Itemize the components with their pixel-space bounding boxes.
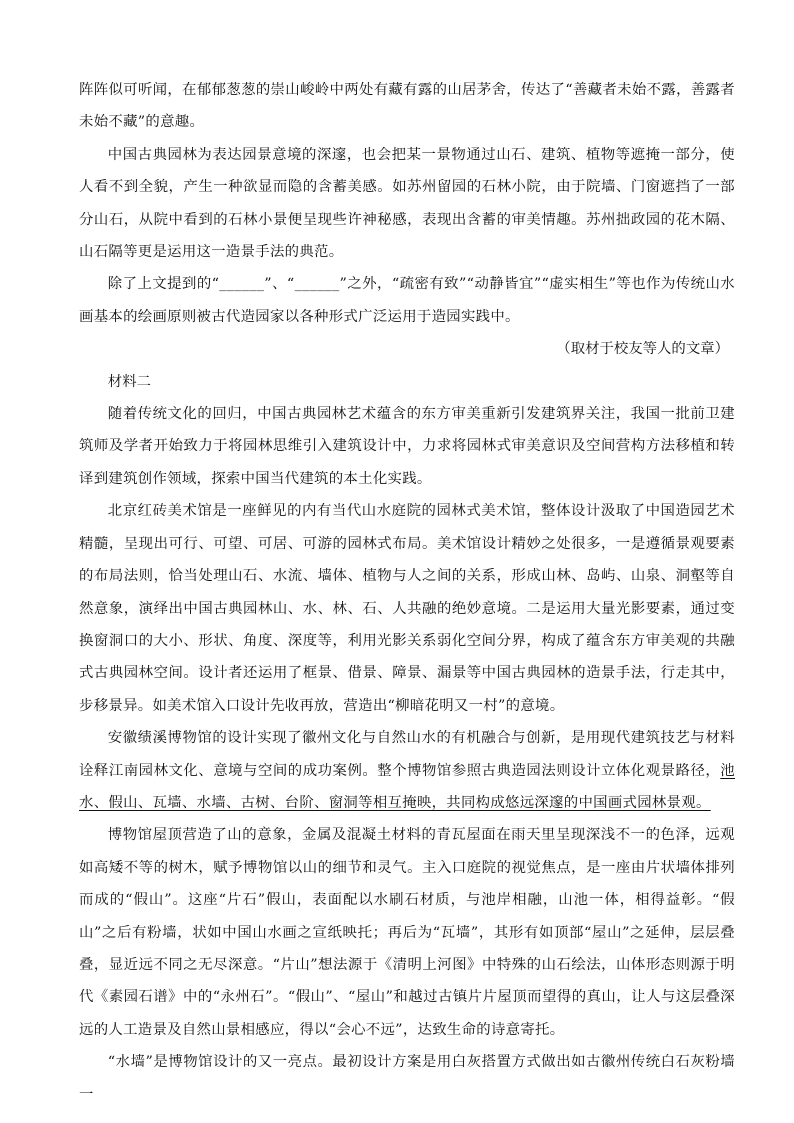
jixi-museum-text: 安徽绩溪博物馆的设计实现了徽州文化与自然山水的有机融合与创新，是用现代建筑技艺与材料诠释江南园林文化、意境与空间的成功案例。整个博物馆参照古典造园法则设计立体化观景路径， [79,730,735,779]
paragraph-continuation: 阵阵似可听闻，在郁郁葱葱的崇山峻岭中两处有藏有露的山居茅舍，传达了“善藏者未始不露，善露者未始不藏”的意趣。 [79,82,735,131]
source-citation: （取材于校友等人的文章） [556,341,729,358]
underlined-sentence: 池水、假山、瓦墙、水墙、古树、台阶、窗洞等相互掩映，共同构成悠远深邃的中国画式园林景观。 [79,762,735,811]
paragraph-museum-roof: 博物馆屋顶营造了山的意象，金属及混凝土材料的青瓦屋面在雨天里呈现深浅不一的色泽，远观如高矮不等的树木，赋予博物馆以山的细节和灵气。主入口庭院的视觉焦点，是一座由片状墙体排列而成的“假山”。这座“片石”假山，表面配以水刷石材质，与池岸相融，山池一体，相得益彰。“假山”之后有粉墙，状如中国山水画之宣纸映托；再后为“瓦墙”，其形有如顶部“屋山”之延伸，层层叠叠，显近远不同之无尽深意。“片山”想法源于《清明上河图》中特殊的山石绘法，山体形态则源于明代《素园石谱》中的“永州石”。“假山”、“屋山”和越过古镇片片屋顶而望得的真山，让人与这层叠深远的人工造景及自然山景相感应，得以“会心不远”，达致生命的诗意寄托。 [79,827,735,1038]
paragraph-traditional-culture: 随着传统文化的回归，中国古典园林艺术蕴含的东方审美重新引发建筑界关注，我国一批前卫建筑师及学者开始致力于将园林思维引入建筑设计中，力求将园林式审美意识及空间营构方法移植和转译到建筑创作领域，探索中国当代建筑的本土化实践。 [79,406,735,487]
paragraph-jixi-museum [79,722,735,819]
document-page [79,74,735,1111]
paragraph-suzhou-gardens: 中国古典园林为表达园景意境的深邃，也会把某一景物通过山石、建筑、植物等遮掩一部分，使人看不到全貌，产生一种欲显而隐的含蓄美感。如苏州留园的石林小院，由于院墙、门窗遮挡了一部分山石，从院中看到的石林小景便呈现些许神秘感，表现出含蓄的审美情趣。苏州拙政园的花木隔、山石隔等更是运用这一造景手法的典范。 [79,146,735,261]
paragraph-water-wall: “水墙”是博物馆设计的又一亮点。最初设计方案是用白灰搭置方式做出如古徽州传统白石灰粉墙一 [79,1054,735,1103]
paragraph-red-brick-museum: 北京红砖美术馆是一座鲜见的内有当代山水庭院的园林式美术馆，整体设计汲取了中国造园艺术精髓，呈现出可行、可望、可居、可游的园林式布局。美术馆设计精妙之处很多，一是遵循景观要素的布局法则，恰当处理山石、水流、墙体、植物与人之间的关系，形成山林、岛屿、山泉、洞壑等自然意象，演绎出中国古典园林山、水、林、石、人共融的绝妙意境。二是运用大量光影要素，通过变换窗洞口的大小、形状、角度、深度等，利用光影关系弱化空间分界，构成了蕴含东方审美观的共融式古典园林空间。设计者还运用了框景、借景、障景、漏景等中国古典园林的造景手法，行走其中，步移景异。如美术馆入口设计先收再放，营造出“柳暗花明又一村”的意境。 [79,503,735,714]
section-heading-material-two: 材料二 [107,373,151,390]
paragraph-painting-principles: 除了上文提到的“______”、“______”之外，“疏密有致”“动静皆宜”“虚实相生”等也作为传统山水画基本的绘画原则被古代造园家以各种形式广泛运用于造园实践中。 [79,276,735,325]
